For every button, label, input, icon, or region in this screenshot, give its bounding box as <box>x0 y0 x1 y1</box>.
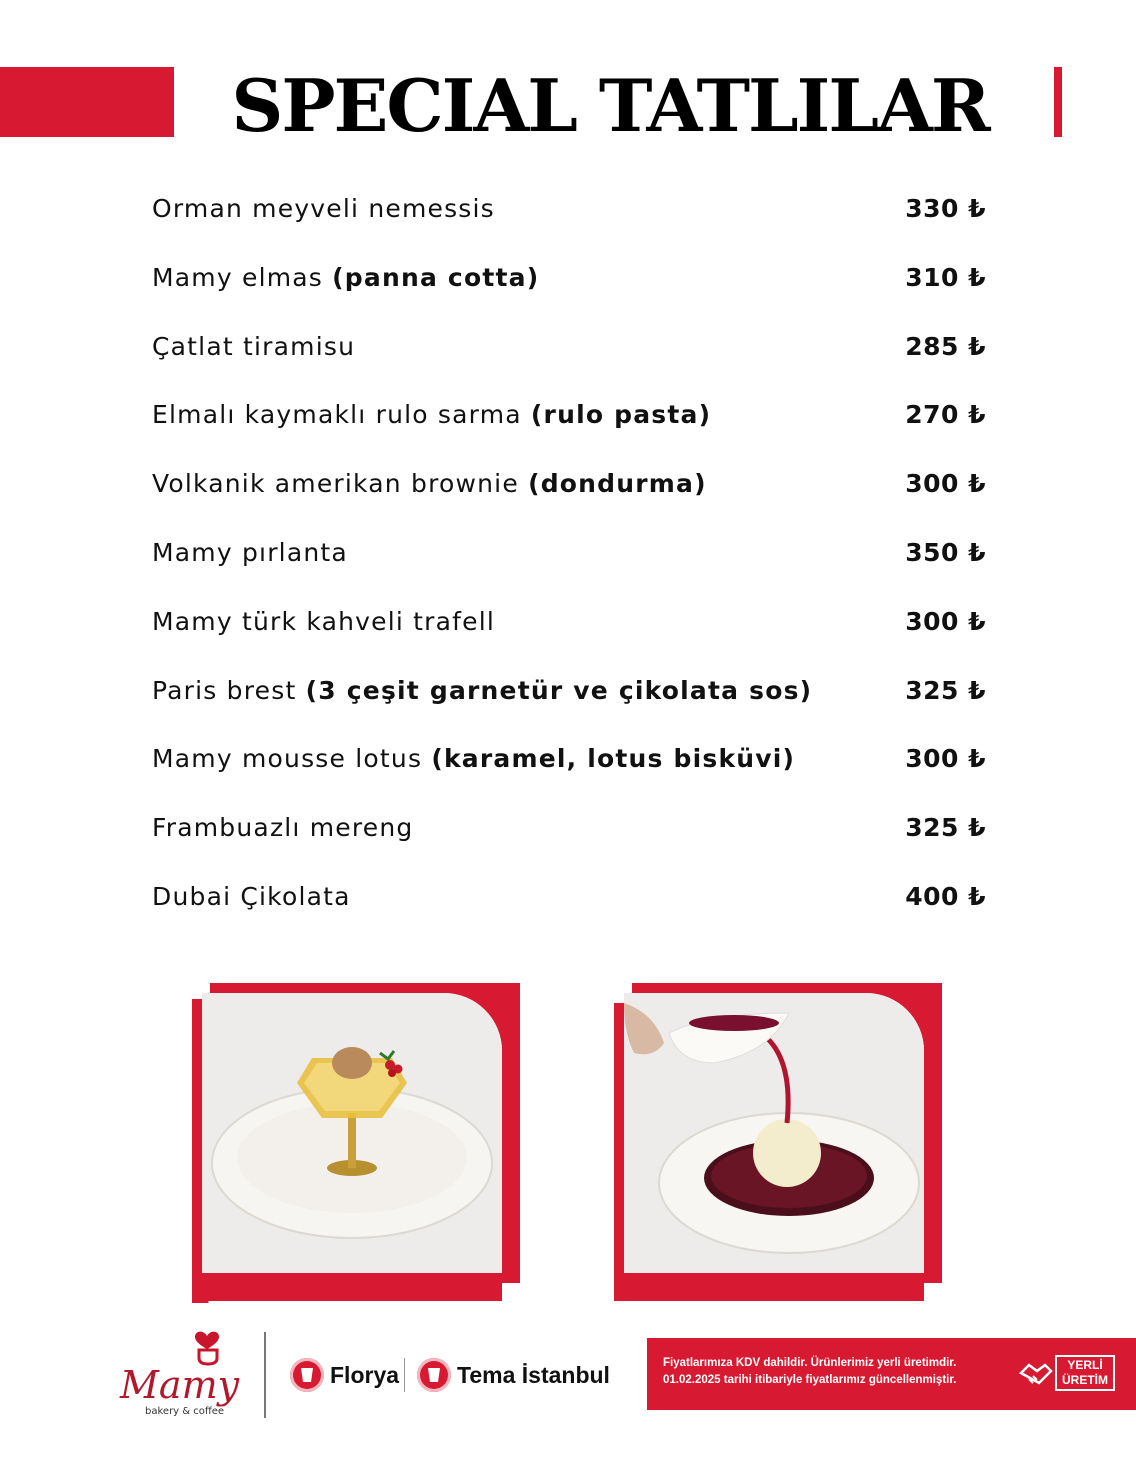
mamy-logo <box>115 1328 245 1423</box>
red-accent-bar-left <box>0 67 174 137</box>
yerli-uretim-label <box>1055 1355 1115 1391</box>
branch-tema-istanbul <box>417 1356 610 1394</box>
item-name: Mamy mousse lotus <box>152 744 423 774</box>
item-name: Çatlat tiramisu <box>152 331 356 361</box>
mamy-heart-cup-icon <box>115 1328 245 1423</box>
item-price: 400 ₺ <box>905 881 986 911</box>
badge-line-1: YERLİ <box>1067 1358 1103 1372</box>
dessert-menu-list <box>152 175 986 932</box>
menu-item <box>152 313 986 382</box>
branch-name: Florya <box>330 1361 400 1388</box>
dessert-sphere-illustration <box>624 993 924 1273</box>
item-note: (3 çeşit garnetür ve çikolata sos) <box>305 675 813 705</box>
item-name: Frambuazlı mereng <box>152 813 414 843</box>
menu-item <box>152 244 986 313</box>
yerli-uretim-badge <box>1019 1355 1114 1393</box>
menu-item <box>152 450 986 519</box>
price-info-box <box>647 1338 1136 1410</box>
item-price: 330 ₺ <box>905 194 986 223</box>
item-price: 300 ₺ <box>905 606 986 636</box>
item-note: (rulo pasta) <box>530 400 712 430</box>
branch-name: Tema İstanbul <box>457 1361 610 1388</box>
branch-florya <box>290 1356 399 1394</box>
dessert-photo-glass <box>192 983 522 1303</box>
red-accent-bar-right <box>1054 67 1062 137</box>
item-name: Paris brest <box>152 675 297 705</box>
footer-divider <box>264 1332 266 1418</box>
menu-item <box>152 794 986 863</box>
item-price: 350 ₺ <box>905 537 986 567</box>
badge-line-2: ÜRETİM <box>1062 1373 1108 1387</box>
logo-wordmark: Mamy <box>120 1363 240 1407</box>
item-name: Volkanik amerikan brownie <box>152 469 519 499</box>
dessert-glass-illustration <box>202 993 502 1273</box>
item-price: 325 ₺ <box>905 675 986 705</box>
branch-separator <box>404 1358 405 1392</box>
item-price: 300 ₺ <box>905 469 986 499</box>
info-line-1: Fiyatlarımıza KDV dahildir. Ürünlerimiz yerli üretimdir. <box>663 1357 957 1369</box>
photo-image <box>202 993 502 1273</box>
item-price: 285 ₺ <box>905 331 986 361</box>
menu-item <box>152 381 986 450</box>
menu-item <box>152 175 986 244</box>
dessert-photo-sphere <box>614 983 944 1303</box>
item-note: (dondurma) <box>528 469 707 499</box>
item-name: Mamy türk kahveli trafell <box>152 606 496 636</box>
photo-image <box>624 993 924 1273</box>
item-name: Mamy pırlanta <box>152 537 348 567</box>
item-name: Mamy elmas <box>152 262 324 292</box>
item-note: (karamel, lotus bisküvi) <box>431 744 796 774</box>
page-title: SPECIAL TATLILAR <box>231 63 989 148</box>
coffee-cup-icon <box>417 1358 451 1392</box>
menu-item <box>152 657 986 726</box>
item-name: Elmalı kaymaklı rulo sarma <box>152 400 522 430</box>
menu-item <box>152 588 986 657</box>
info-line-2: 01.02.2025 tarihi itibariyle fiyatlarımız güncellenmiştir. <box>663 1374 957 1386</box>
item-price: 310 ₺ <box>905 262 986 292</box>
item-name: Orman meyveli nemessis <box>152 194 495 223</box>
info-text <box>663 1355 1023 1389</box>
menu-item <box>152 519 986 588</box>
menu-item <box>152 725 986 794</box>
item-name: Dubai Çikolata <box>152 881 351 911</box>
handshake-icon <box>1019 1359 1053 1389</box>
logo-subtitle: bakery & coffee <box>145 1406 225 1417</box>
menu-item <box>152 863 986 932</box>
item-price: 300 ₺ <box>905 744 986 774</box>
item-note: (panna cotta) <box>332 262 540 292</box>
item-price: 325 ₺ <box>905 813 986 843</box>
coffee-cup-icon <box>290 1358 324 1392</box>
item-price: 270 ₺ <box>905 400 986 430</box>
